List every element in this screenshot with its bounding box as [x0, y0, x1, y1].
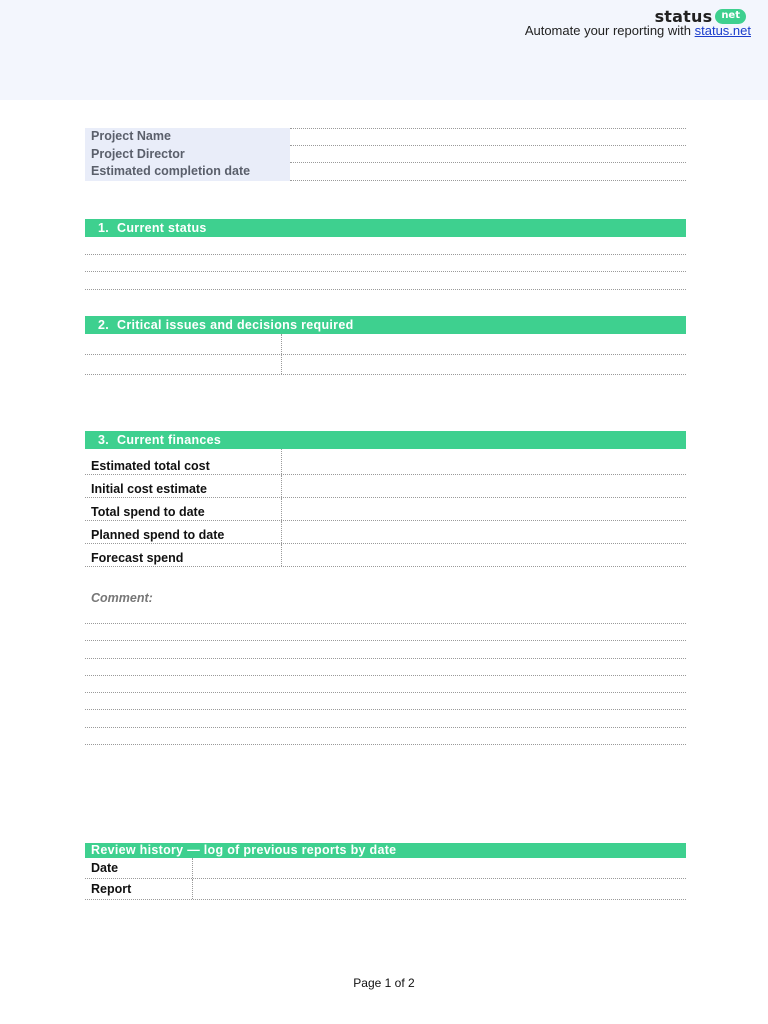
finance-row-initial-estimate: [85, 475, 686, 498]
comment-line[interactable]: [85, 624, 686, 641]
comment-line[interactable]: [85, 641, 686, 658]
comment-line[interactable]: [85, 676, 686, 693]
finance-label: Estimated total cost: [85, 449, 282, 474]
section-header-current-finances: [85, 431, 686, 449]
current-finances-section: [85, 431, 686, 567]
review-history-section: [85, 843, 686, 900]
current-status-section: [85, 219, 686, 290]
decision-cell[interactable]: [282, 355, 686, 375]
finance-label: Initial cost estimate: [85, 475, 282, 497]
review-label: Date: [85, 858, 193, 878]
section-header-review-history: Review history — log of previous reports by date: [85, 843, 686, 858]
comment-line[interactable]: [85, 659, 686, 676]
page-number: Page 1 of 2: [353, 976, 415, 990]
section-header-critical-issues: [85, 316, 686, 334]
issues-row: [85, 355, 686, 376]
decision-cell[interactable]: [282, 334, 686, 354]
completion-date-label: Estimated completion date: [85, 163, 290, 181]
finance-row-planned-spend: [85, 521, 686, 544]
project-director-field[interactable]: [290, 146, 686, 164]
section-number: 1.: [98, 221, 110, 235]
completion-date-field[interactable]: [290, 163, 686, 181]
tagline-text: Automate your reporting with: [524, 23, 695, 38]
comment-line[interactable]: [85, 693, 686, 710]
completion-date-row: [85, 163, 686, 181]
review-row-date: [85, 858, 686, 879]
section-number: 2.: [98, 318, 110, 332]
status-net-link[interactable]: status.net: [694, 23, 751, 38]
review-value[interactable]: [193, 879, 686, 899]
comment-section: [85, 591, 686, 745]
project-name-label: Project Name: [85, 128, 290, 146]
finance-row-total-spend: [85, 498, 686, 521]
project-name-field[interactable]: [290, 128, 686, 146]
finance-label: Total spend to date: [85, 498, 282, 520]
section-title: Current finances: [117, 433, 222, 447]
section-title: Critical issues and decisions required: [117, 318, 354, 332]
finance-label: Forecast spend: [85, 544, 282, 566]
section-number: 3.: [98, 433, 110, 447]
status-line[interactable]: [85, 272, 686, 290]
comment-line[interactable]: [85, 728, 686, 745]
review-label: Report: [85, 879, 193, 899]
finance-row-forecast-spend: [85, 544, 686, 567]
finance-row-estimated-total: [85, 449, 686, 475]
finance-value[interactable]: [282, 544, 686, 566]
section-header-current-status: [85, 219, 686, 237]
finance-value[interactable]: [282, 475, 686, 497]
comment-line[interactable]: [85, 615, 686, 624]
project-director-row: [85, 146, 686, 164]
finance-value[interactable]: [282, 449, 686, 474]
logo-wordmark: status: [654, 7, 713, 26]
finance-value[interactable]: [282, 498, 686, 520]
project-info-table: [85, 128, 686, 181]
section-title: Current status: [117, 221, 207, 235]
comment-line[interactable]: [85, 710, 686, 727]
issue-cell[interactable]: [85, 355, 282, 375]
project-name-row: [85, 128, 686, 146]
issues-row: [85, 334, 686, 355]
review-value[interactable]: [193, 858, 686, 878]
logo-pill: net: [715, 9, 746, 24]
tagline: [525, 23, 751, 38]
finance-value[interactable]: [282, 521, 686, 543]
issue-cell[interactable]: [85, 334, 282, 354]
critical-issues-section: [85, 316, 686, 375]
project-director-label: Project Director: [85, 146, 290, 164]
finance-label: Planned spend to date: [85, 521, 282, 543]
review-row-report: [85, 879, 686, 900]
page-header: [0, 0, 768, 100]
status-line[interactable]: [85, 237, 686, 255]
comment-label: Comment:: [91, 591, 153, 605]
status-line[interactable]: [85, 255, 686, 273]
